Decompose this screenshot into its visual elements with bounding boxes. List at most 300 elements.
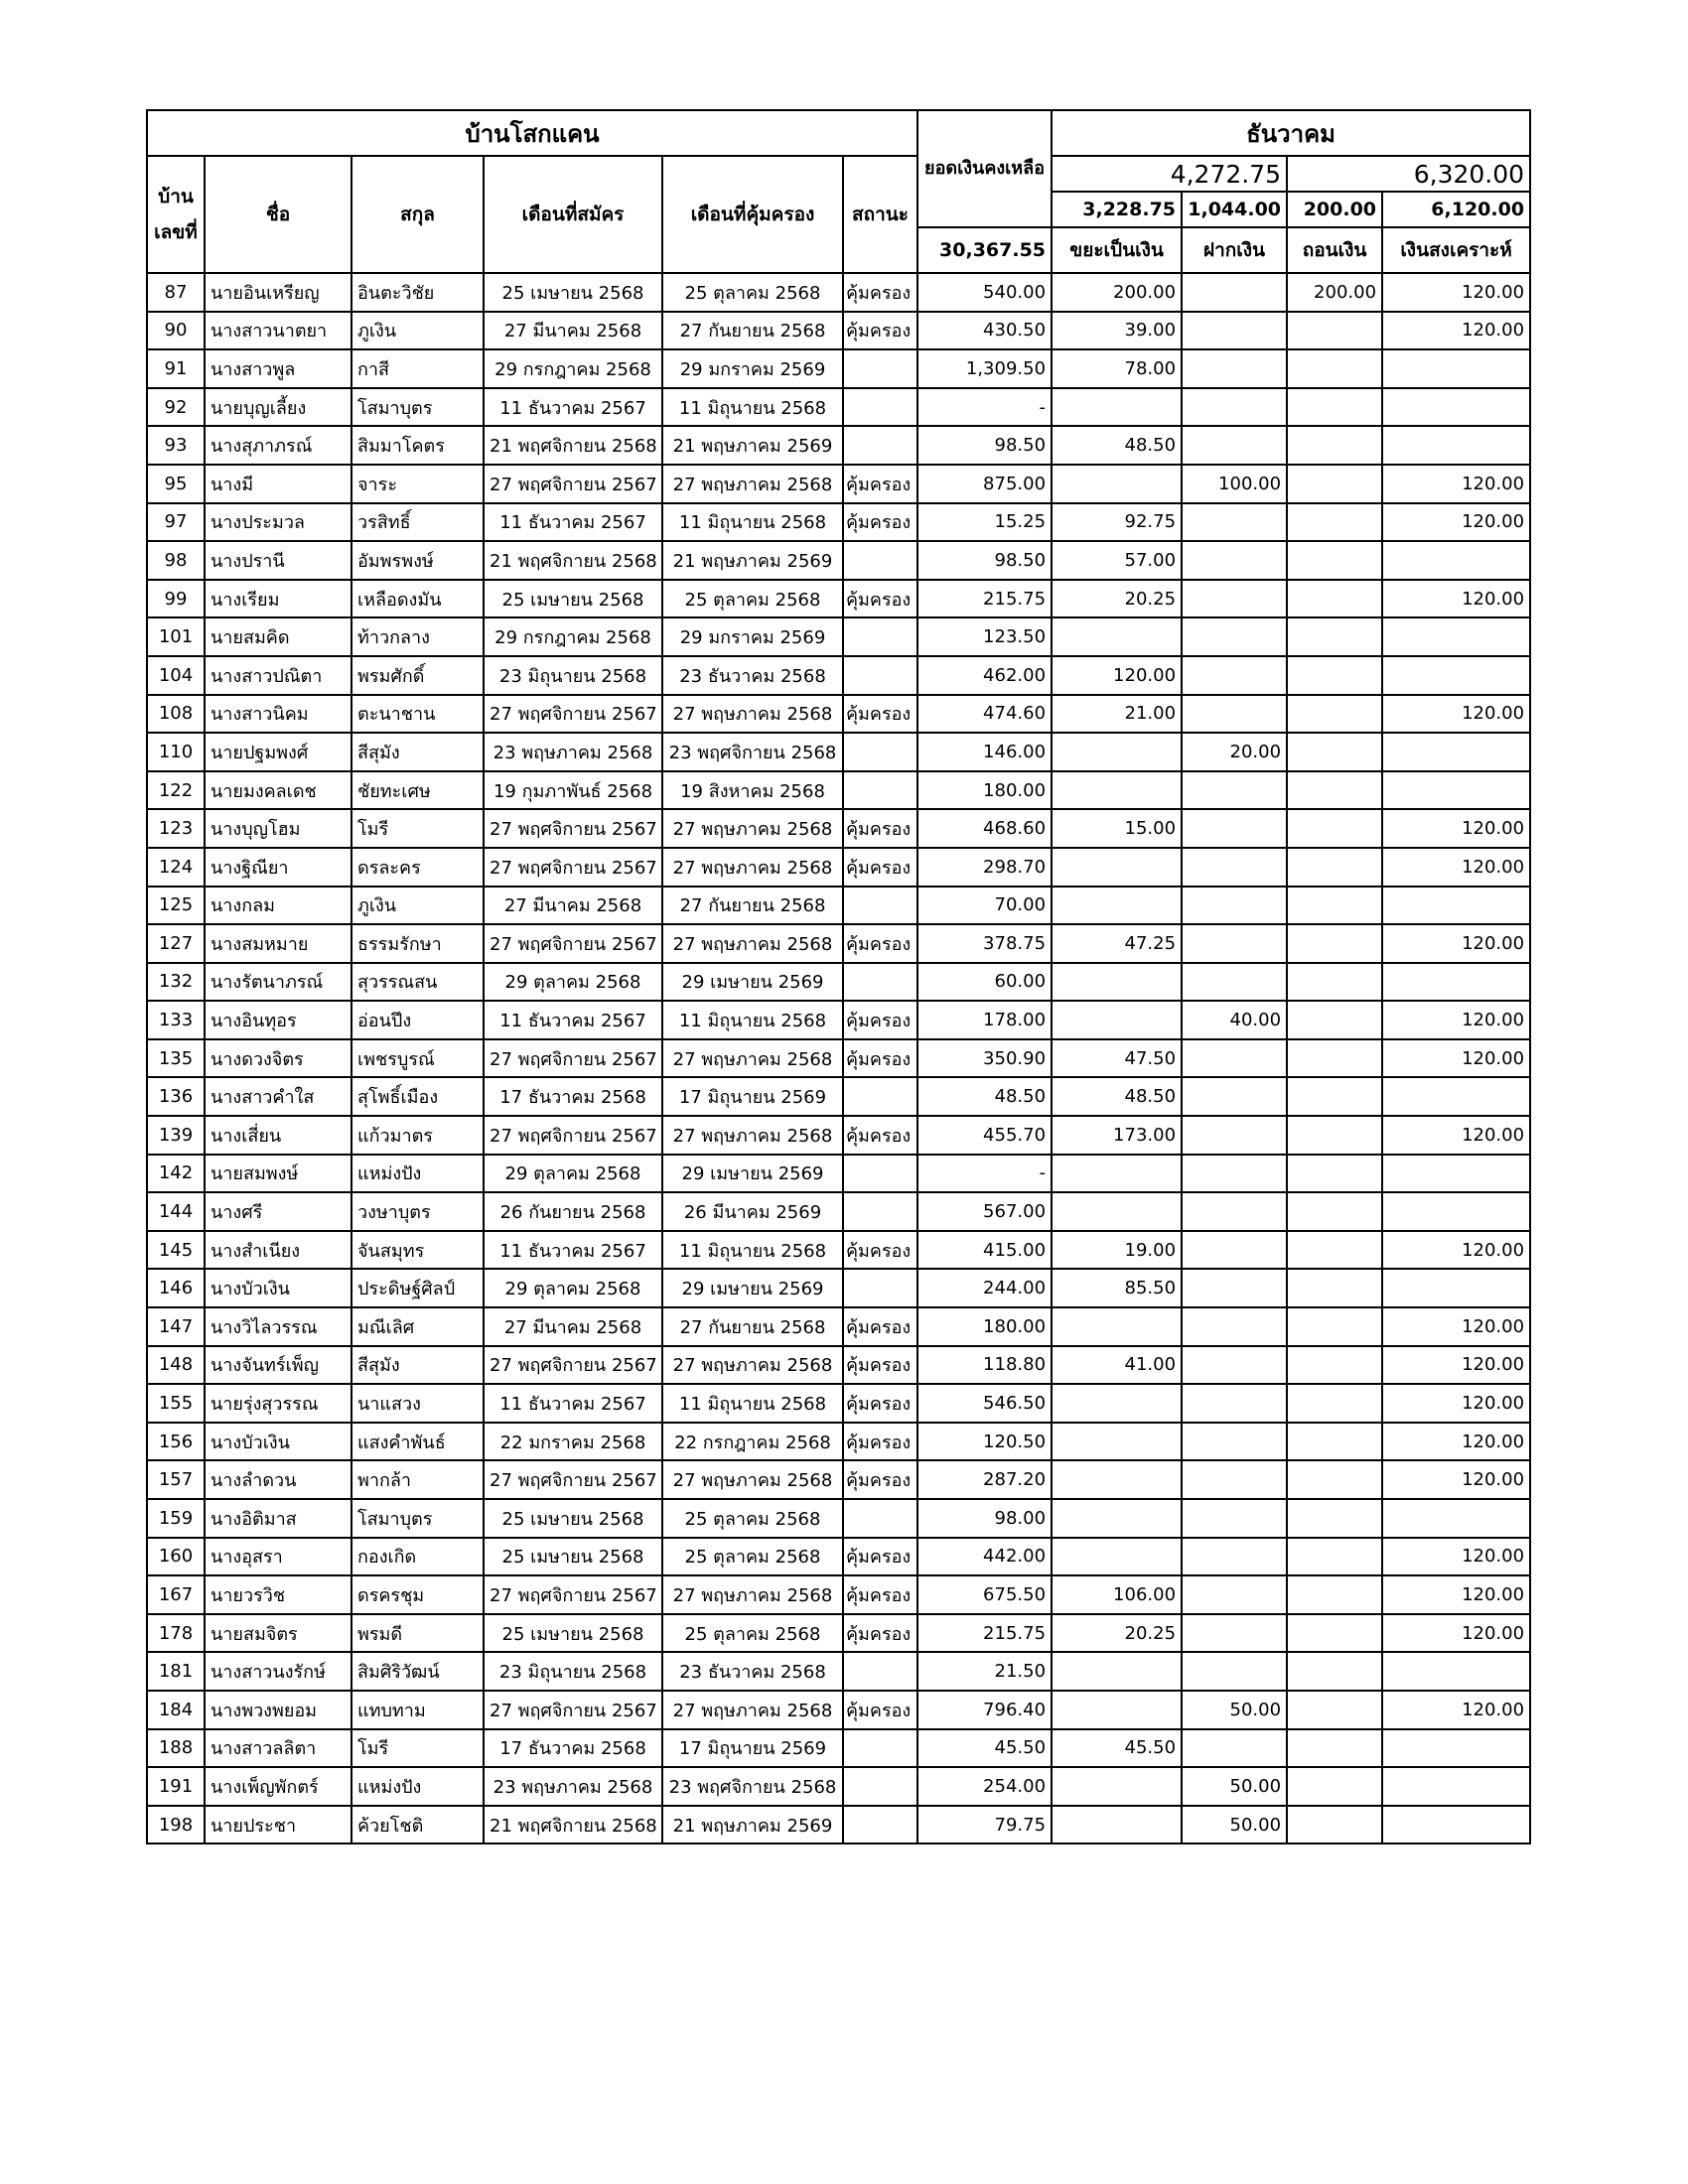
cell-balance: 123.50: [917, 617, 1052, 656]
cell-name: นางอินทุอร: [205, 1001, 352, 1039]
cell-waste-money: [1052, 1691, 1182, 1729]
cell-withdraw: [1287, 1691, 1382, 1729]
table-row: [147, 503, 1530, 542]
cell-withdraw: [1287, 1729, 1382, 1768]
cell-status: [843, 1767, 917, 1806]
cell-deposit: 50.00: [1182, 1691, 1287, 1729]
cell-apply-month: 22 มกราคม 2568: [484, 1423, 662, 1461]
cell-name: นายประชา: [205, 1806, 352, 1844]
cell-withdraw: [1287, 1614, 1382, 1653]
cell-deposit: [1182, 1384, 1287, 1423]
cell-welfare: [1382, 1192, 1530, 1231]
cell-apply-month: 27 พฤศจิกายน 2567: [484, 1346, 662, 1385]
cell-deposit: [1182, 1116, 1287, 1155]
cell-apply-month: 17 ธันวาคม 2568: [484, 1729, 662, 1768]
cell-surname: ภูเงิน: [352, 312, 484, 350]
cell-deposit: [1182, 848, 1287, 887]
cell-status: [843, 541, 917, 580]
cell-welfare: 120.00: [1382, 1001, 1530, 1039]
col-surname: สกุล: [352, 156, 484, 273]
cell-deposit: [1182, 273, 1287, 312]
cell-deposit: 100.00: [1182, 465, 1287, 503]
table-row: [147, 1460, 1530, 1499]
cell-withdraw: [1287, 1423, 1382, 1461]
balance-total: 30,367.55: [917, 227, 1052, 273]
table-row: [147, 695, 1530, 734]
cell-balance: 415.00: [917, 1231, 1052, 1270]
cell-deposit: 50.00: [1182, 1767, 1287, 1806]
cell-waste-money: 173.00: [1052, 1116, 1182, 1155]
table-row: [147, 1307, 1530, 1346]
cell-name: นางดวงจิตร: [205, 1039, 352, 1078]
cell-apply-month: 25 เมษายน 2568: [484, 1538, 662, 1576]
cell-withdraw: [1287, 1192, 1382, 1231]
cell-balance: -: [917, 388, 1052, 427]
col-deposit: ฝากเงิน: [1182, 227, 1287, 273]
cell-welfare: [1382, 1155, 1530, 1193]
cell-deposit: [1182, 695, 1287, 734]
table-row: [147, 1269, 1530, 1307]
cell-house-no: 127: [147, 924, 205, 963]
cell-withdraw: [1287, 426, 1382, 465]
cell-deposit: [1182, 1614, 1287, 1653]
cell-welfare: 120.00: [1382, 1346, 1530, 1385]
col-house-no: บ้านเลขที่: [147, 156, 205, 273]
cell-withdraw: [1287, 617, 1382, 656]
cell-welfare: [1382, 1806, 1530, 1844]
cell-house-no: 146: [147, 1269, 205, 1307]
cell-protect-month: 25 ตุลาคม 2568: [662, 1614, 843, 1653]
cell-withdraw: [1287, 1116, 1382, 1155]
cell-waste-money: 120.00: [1052, 656, 1182, 695]
cell-protect-month: 27 พฤษภาคม 2568: [662, 1346, 843, 1385]
cell-name: นางลำดวน: [205, 1460, 352, 1499]
cell-status: [843, 617, 917, 656]
cell-deposit: [1182, 1460, 1287, 1499]
cell-deposit: [1182, 656, 1287, 695]
cell-surname: อ่อนปึง: [352, 1001, 484, 1039]
cell-protect-month: 25 ตุลาคม 2568: [662, 273, 843, 312]
cell-welfare: [1382, 426, 1530, 465]
cell-surname: ธรรมรักษา: [352, 924, 484, 963]
cell-name: นางสาวนงรักษ์: [205, 1652, 352, 1691]
cell-status: คุ้มครอง: [843, 312, 917, 350]
cell-apply-month: 11 ธันวาคม 2567: [484, 388, 662, 427]
cell-name: นางบัวเงิน: [205, 1269, 352, 1307]
table-row: [147, 848, 1530, 887]
cell-withdraw: [1287, 1460, 1382, 1499]
cell-waste-money: 48.50: [1052, 426, 1182, 465]
cell-withdraw: [1287, 848, 1382, 887]
cell-house-no: 124: [147, 848, 205, 887]
cell-deposit: [1182, 1423, 1287, 1461]
cell-protect-month: 27 พฤษภาคม 2568: [662, 1691, 843, 1729]
cell-status: [843, 1499, 917, 1538]
cell-name: นางสุภาภรณ์: [205, 426, 352, 465]
cell-deposit: [1182, 771, 1287, 810]
cell-deposit: [1182, 1346, 1287, 1385]
cell-apply-month: 27 พฤศจิกายน 2567: [484, 1039, 662, 1078]
cell-welfare: [1382, 733, 1530, 771]
cell-withdraw: [1287, 503, 1382, 542]
cell-surname: สีสุมัง: [352, 733, 484, 771]
cell-protect-month: 26 มีนาคม 2569: [662, 1192, 843, 1231]
cell-status: คุ้มครอง: [843, 924, 917, 963]
cell-surname: ท้าวกลาง: [352, 617, 484, 656]
cell-status: คุ้มครอง: [843, 1346, 917, 1385]
cell-waste-money: 47.50: [1052, 1039, 1182, 1078]
cell-surname: วรสิทธิ์: [352, 503, 484, 542]
cell-protect-month: 11 มิถุนายน 2568: [662, 1231, 843, 1270]
cell-surname: เพชรบูรณ์: [352, 1039, 484, 1078]
cell-balance: 70.00: [917, 887, 1052, 925]
cell-deposit: [1182, 1155, 1287, 1193]
table-row: [147, 1767, 1530, 1806]
cell-waste-money: 92.75: [1052, 503, 1182, 542]
cell-balance: 45.50: [917, 1729, 1052, 1768]
cell-balance: 21.50: [917, 1652, 1052, 1691]
cell-house-no: 155: [147, 1384, 205, 1423]
cell-waste-money: 85.50: [1052, 1269, 1182, 1307]
cell-balance: 287.20: [917, 1460, 1052, 1499]
cell-waste-money: [1052, 963, 1182, 1002]
cell-waste-money: 39.00: [1052, 312, 1182, 350]
cell-welfare: [1382, 349, 1530, 388]
cell-withdraw: 200.00: [1287, 273, 1382, 312]
cell-balance: 796.40: [917, 1691, 1052, 1729]
cell-waste-money: [1052, 1460, 1182, 1499]
cell-name: นายสมคิด: [205, 617, 352, 656]
cell-welfare: [1382, 1767, 1530, 1806]
table-row: [147, 1729, 1530, 1768]
cell-deposit: [1182, 349, 1287, 388]
cell-deposit: [1182, 963, 1287, 1002]
cell-waste-money: 45.50: [1052, 1729, 1182, 1768]
cell-status: คุ้มครอง: [843, 1575, 917, 1614]
cell-name: นางเรียม: [205, 580, 352, 618]
cell-name: นางบุญโฮม: [205, 809, 352, 848]
cell-apply-month: 23 พฤษภาคม 2568: [484, 1767, 662, 1806]
cell-status: [843, 963, 917, 1002]
cell-welfare: 120.00: [1382, 1231, 1530, 1270]
cell-deposit: [1182, 1538, 1287, 1576]
cell-apply-month: 21 พฤศจิกายน 2568: [484, 426, 662, 465]
cell-waste-money: [1052, 1423, 1182, 1461]
cell-status: [843, 887, 917, 925]
cell-balance: 98.50: [917, 541, 1052, 580]
table-row: [147, 580, 1530, 618]
cell-apply-month: 21 พฤศจิกายน 2568: [484, 1806, 662, 1844]
cell-protect-month: 29 มกราคม 2569: [662, 349, 843, 388]
month-title: ธันวาคม: [1052, 110, 1530, 156]
cell-welfare: 120.00: [1382, 1538, 1530, 1576]
cell-status: คุ้มครอง: [843, 1039, 917, 1078]
cell-name: นางสาวพูล: [205, 349, 352, 388]
cell-withdraw: [1287, 465, 1382, 503]
cell-deposit: [1182, 426, 1287, 465]
cell-house-no: 188: [147, 1729, 205, 1768]
cell-status: คุ้มครอง: [843, 1384, 917, 1423]
cell-welfare: [1382, 1499, 1530, 1538]
table-row: [147, 1231, 1530, 1270]
cell-withdraw: [1287, 656, 1382, 695]
cell-name: นายปฐมพงศ์: [205, 733, 352, 771]
table-row: [147, 1575, 1530, 1614]
cell-name: นางพวงพยอม: [205, 1691, 352, 1729]
cell-protect-month: 25 ตุลาคม 2568: [662, 1499, 843, 1538]
cell-apply-month: 11 ธันวาคม 2567: [484, 1384, 662, 1423]
cell-status: คุ้มครอง: [843, 1116, 917, 1155]
cell-deposit: [1182, 1307, 1287, 1346]
cell-house-no: 122: [147, 771, 205, 810]
cell-deposit: [1182, 1269, 1287, 1307]
cell-welfare: 120.00: [1382, 809, 1530, 848]
cell-surname: ดรครชุม: [352, 1575, 484, 1614]
cell-deposit: [1182, 541, 1287, 580]
cell-surname: สุโพธิ์เมือง: [352, 1077, 484, 1116]
cell-protect-month: 17 มิถุนายน 2569: [662, 1077, 843, 1116]
cell-balance: 244.00: [917, 1269, 1052, 1307]
cell-waste-money: 20.25: [1052, 1614, 1182, 1653]
cell-balance: 546.50: [917, 1384, 1052, 1423]
table-row: [147, 465, 1530, 503]
col-status: สถานะ: [843, 156, 917, 273]
table-body: [147, 273, 1530, 1843]
cell-welfare: 120.00: [1382, 503, 1530, 542]
table-row: [147, 1155, 1530, 1193]
cell-protect-month: 27 พฤษภาคม 2568: [662, 1116, 843, 1155]
cell-name: นางรัตนาภรณ์: [205, 963, 352, 1002]
cell-protect-month: 11 มิถุนายน 2568: [662, 1384, 843, 1423]
month-total-left: 4,272.75: [1052, 156, 1287, 192]
table-row: [147, 1384, 1530, 1423]
cell-house-no: 191: [147, 1767, 205, 1806]
cell-waste-money: 78.00: [1052, 349, 1182, 388]
village-title: บ้านโสกแคน: [147, 110, 917, 156]
cell-balance: 430.50: [917, 312, 1052, 350]
cell-balance: 875.00: [917, 465, 1052, 503]
cell-waste-money: 57.00: [1052, 541, 1182, 580]
cell-apply-month: 27 พฤศจิกายน 2567: [484, 1575, 662, 1614]
cell-waste-money: [1052, 465, 1182, 503]
cell-name: นางสาวคำใส: [205, 1077, 352, 1116]
cell-balance: 455.70: [917, 1116, 1052, 1155]
cell-status: คุ้มครอง: [843, 1231, 917, 1270]
cell-waste-money: 47.25: [1052, 924, 1182, 963]
cell-welfare: 120.00: [1382, 580, 1530, 618]
cell-deposit: [1182, 1231, 1287, 1270]
cell-balance: 298.70: [917, 848, 1052, 887]
table-row: [147, 1039, 1530, 1078]
cell-balance: 474.60: [917, 695, 1052, 734]
cell-apply-month: 27 พฤศจิกายน 2567: [484, 1691, 662, 1729]
cell-waste-money: [1052, 1001, 1182, 1039]
cell-apply-month: 29 ตุลาคม 2568: [484, 1155, 662, 1193]
cell-protect-month: 27 กันยายน 2568: [662, 1307, 843, 1346]
cell-apply-month: 27 พฤศจิกายน 2567: [484, 1116, 662, 1155]
cell-welfare: [1382, 1269, 1530, 1307]
col-withdraw: ถอนเงิน: [1287, 227, 1382, 273]
cell-balance: 79.75: [917, 1806, 1052, 1844]
cell-waste-money: 15.00: [1052, 809, 1182, 848]
table-row: [147, 1346, 1530, 1385]
cell-apply-month: 19 กุมภาพันธ์ 2568: [484, 771, 662, 810]
cell-deposit: [1182, 388, 1287, 427]
cell-surname: สิมมาโคตร: [352, 426, 484, 465]
cell-withdraw: [1287, 1231, 1382, 1270]
cell-deposit: [1182, 1192, 1287, 1231]
cell-house-no: 142: [147, 1155, 205, 1193]
table-row: [147, 1001, 1530, 1039]
cell-protect-month: 23 ธันวาคม 2568: [662, 656, 843, 695]
table-row: [147, 1538, 1530, 1576]
col-waste-money: ขยะเป็นเงิน: [1052, 227, 1182, 273]
cell-welfare: [1382, 617, 1530, 656]
table-row: [147, 1077, 1530, 1116]
cell-protect-month: 11 มิถุนายน 2568: [662, 1001, 843, 1039]
cell-balance: 60.00: [917, 963, 1052, 1002]
cell-status: คุ้มครอง: [843, 1614, 917, 1653]
cell-surname: ประดิษฐ์ศิลป์: [352, 1269, 484, 1307]
cell-welfare: 120.00: [1382, 695, 1530, 734]
cell-surname: ชัยทะเศษ: [352, 771, 484, 810]
month-total-right: 6,320.00: [1287, 156, 1530, 192]
cell-welfare: 120.00: [1382, 312, 1530, 350]
cell-house-no: 136: [147, 1077, 205, 1116]
cell-name: นางประมวล: [205, 503, 352, 542]
cell-welfare: 120.00: [1382, 1039, 1530, 1078]
cell-welfare: 120.00: [1382, 465, 1530, 503]
subtotal-welfare: 6,120.00: [1382, 192, 1530, 227]
cell-deposit: [1182, 809, 1287, 848]
cell-name: นางสำเนียง: [205, 1231, 352, 1270]
cell-balance: 215.75: [917, 580, 1052, 618]
cell-welfare: 120.00: [1382, 924, 1530, 963]
table-row: [147, 273, 1530, 312]
cell-balance: 15.25: [917, 503, 1052, 542]
cell-deposit: [1182, 1652, 1287, 1691]
cell-surname: กาสี: [352, 349, 484, 388]
cell-withdraw: [1287, 349, 1382, 388]
cell-withdraw: [1287, 963, 1382, 1002]
cell-apply-month: 23 พฤษภาคม 2568: [484, 733, 662, 771]
cell-deposit: [1182, 1077, 1287, 1116]
cell-deposit: 50.00: [1182, 1806, 1287, 1844]
cell-apply-month: 27 พฤศจิกายน 2567: [484, 848, 662, 887]
cell-status: คุ้มครอง: [843, 1460, 917, 1499]
cell-name: นายสมจิตร: [205, 1614, 352, 1653]
cell-waste-money: 41.00: [1052, 1346, 1182, 1385]
cell-name: นายบุญเลี้ยง: [205, 388, 352, 427]
cell-surname: วงษาบุตร: [352, 1192, 484, 1231]
cell-waste-money: 48.50: [1052, 1077, 1182, 1116]
cell-apply-month: 11 ธันวาคม 2567: [484, 1231, 662, 1270]
cell-balance: 462.00: [917, 656, 1052, 695]
cell-apply-month: 23 มิถุนายน 2568: [484, 656, 662, 695]
table-row: [147, 1806, 1530, 1844]
cell-surname: มณีเลิศ: [352, 1307, 484, 1346]
cell-house-no: 133: [147, 1001, 205, 1039]
cell-welfare: [1382, 1077, 1530, 1116]
cell-apply-month: 25 เมษายน 2568: [484, 1499, 662, 1538]
table-row: [147, 617, 1530, 656]
cell-balance: 178.00: [917, 1001, 1052, 1039]
cell-apply-month: 27 มีนาคม 2568: [484, 1307, 662, 1346]
cell-apply-month: 27 มีนาคม 2568: [484, 312, 662, 350]
cell-waste-money: [1052, 733, 1182, 771]
cell-status: คุ้มครอง: [843, 1538, 917, 1576]
cell-withdraw: [1287, 1575, 1382, 1614]
col-welfare: เงินสงเคราะห์: [1382, 227, 1530, 273]
cell-balance: -: [917, 1155, 1052, 1193]
cell-withdraw: [1287, 1384, 1382, 1423]
cell-balance: 98.50: [917, 426, 1052, 465]
cell-protect-month: 21 พฤษภาคม 2569: [662, 1806, 843, 1844]
cell-house-no: 125: [147, 887, 205, 925]
cell-apply-month: 11 ธันวาคม 2567: [484, 1001, 662, 1039]
table-row: [147, 887, 1530, 925]
cell-apply-month: 25 เมษายน 2568: [484, 1614, 662, 1653]
cell-surname: โมรี: [352, 809, 484, 848]
cell-waste-money: 106.00: [1052, 1575, 1182, 1614]
cell-waste-money: [1052, 1499, 1182, 1538]
cell-status: [843, 733, 917, 771]
cell-balance: 468.60: [917, 809, 1052, 848]
col-protect-month: เดือนที่คุ้มครอง: [662, 156, 843, 273]
cell-balance: 48.50: [917, 1077, 1052, 1116]
cell-apply-month: 11 ธันวาคม 2567: [484, 503, 662, 542]
cell-house-no: 91: [147, 349, 205, 388]
cell-protect-month: 25 ตุลาคม 2568: [662, 1538, 843, 1576]
cell-house-no: 108: [147, 695, 205, 734]
subtotal-waste: 3,228.75: [1052, 192, 1182, 227]
cell-status: คุ้มครอง: [843, 465, 917, 503]
cell-name: นางเพ็ญพักตร์: [205, 1767, 352, 1806]
cell-balance: 254.00: [917, 1767, 1052, 1806]
cell-protect-month: 27 กันยายน 2568: [662, 887, 843, 925]
cell-status: [843, 1806, 917, 1844]
cell-deposit: [1182, 1039, 1287, 1078]
cell-apply-month: 27 มีนาคม 2568: [484, 887, 662, 925]
cell-house-no: 110: [147, 733, 205, 771]
table-row: [147, 1652, 1530, 1691]
cell-status: คุ้มครอง: [843, 503, 917, 542]
cell-welfare: 120.00: [1382, 1575, 1530, 1614]
cell-balance: 215.75: [917, 1614, 1052, 1653]
cell-surname: ตะนาชาน: [352, 695, 484, 734]
cell-protect-month: 27 พฤษภาคม 2568: [662, 465, 843, 503]
cell-withdraw: [1287, 1039, 1382, 1078]
cell-apply-month: 27 พฤศจิกายน 2567: [484, 465, 662, 503]
subtotal-withdraw: 200.00: [1287, 192, 1382, 227]
cell-status: [843, 1192, 917, 1231]
cell-status: คุ้มครอง: [843, 1691, 917, 1729]
cell-apply-month: 27 พฤศจิกายน 2567: [484, 809, 662, 848]
cell-waste-money: [1052, 1767, 1182, 1806]
cell-protect-month: 27 พฤษภาคม 2568: [662, 924, 843, 963]
cell-protect-month: 27 พฤษภาคม 2568: [662, 809, 843, 848]
table-row: [147, 541, 1530, 580]
cell-protect-month: 11 มิถุนายน 2568: [662, 388, 843, 427]
cell-house-no: 92: [147, 388, 205, 427]
cell-name: นางอุสรา: [205, 1538, 352, 1576]
cell-house-no: 198: [147, 1806, 205, 1844]
cell-name: นางบัวเงิน: [205, 1423, 352, 1461]
cell-house-no: 157: [147, 1460, 205, 1499]
cell-house-no: 159: [147, 1499, 205, 1538]
cell-waste-money: [1052, 1538, 1182, 1576]
cell-apply-month: 29 กรกฎาคม 2568: [484, 617, 662, 656]
